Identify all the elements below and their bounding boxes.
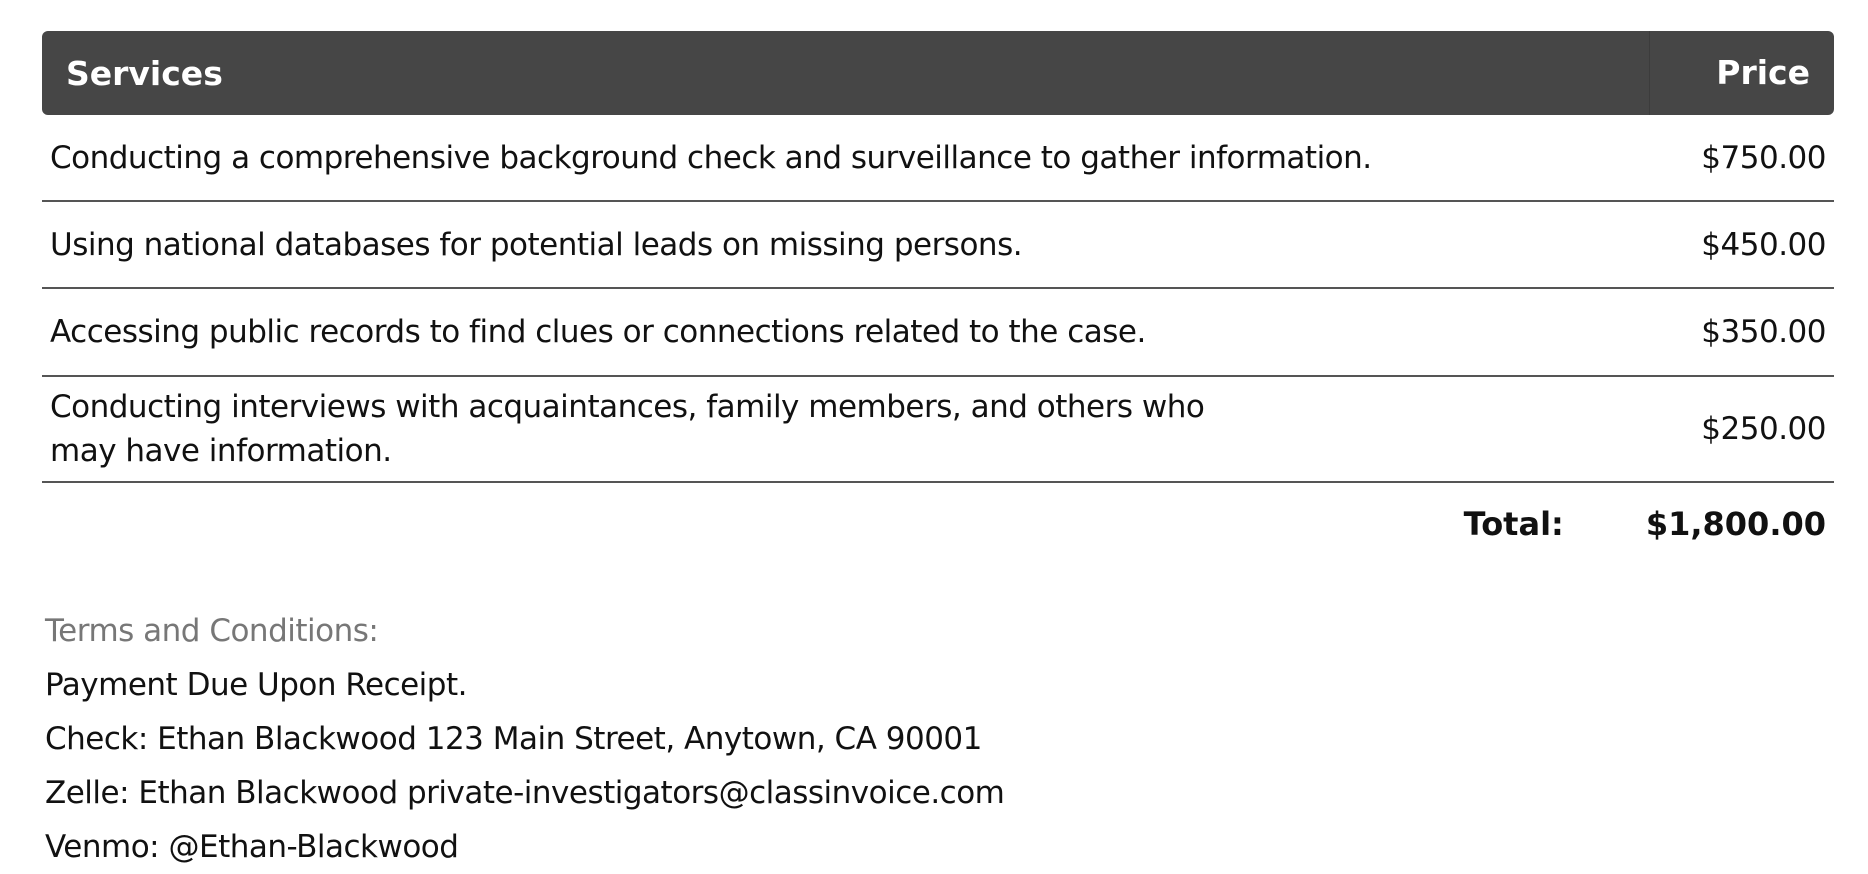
table-row (42, 377, 1834, 483)
total-value: $1,800.00 (1645, 505, 1826, 543)
terms-line: Payment Due Upon Receipt. (45, 667, 467, 703)
terms-heading: Terms and Conditions: (45, 613, 379, 649)
terms-line: Venmo: @Ethan-Blackwood (45, 829, 459, 865)
service-price: $250.00 (1701, 411, 1826, 447)
service-description: Conducting a comprehensive background check and surveillance to gather information. (50, 139, 1372, 176)
table-row (42, 202, 1834, 289)
terms-line: Check: Ethan Blackwood 123 Main Street, Anytown, CA 90001 (45, 721, 982, 757)
service-description: Conducting interviews with acquaintances, family members, and others who may have information. (50, 389, 1205, 469)
service-price: $350.00 (1701, 314, 1826, 350)
price-column-header: Price (1649, 31, 1834, 115)
service-description: Using national databases for potential leads on missing persons. (50, 226, 1023, 263)
total-row (42, 483, 1834, 565)
services-column-header: Services (66, 53, 223, 93)
total-label: Total: (1463, 505, 1564, 543)
table-header (42, 31, 1834, 115)
terms-section (45, 604, 1004, 874)
terms-line: Zelle: Ethan Blackwood private-investigators@classinvoice.com (45, 775, 1005, 811)
service-description: Accessing public records to find clues or connections related to the case. (50, 314, 1146, 350)
service-price: $450.00 (1701, 226, 1826, 263)
table-row (42, 289, 1834, 377)
services-table (42, 31, 1834, 565)
service-price: $750.00 (1701, 139, 1826, 176)
table-row (42, 115, 1834, 202)
